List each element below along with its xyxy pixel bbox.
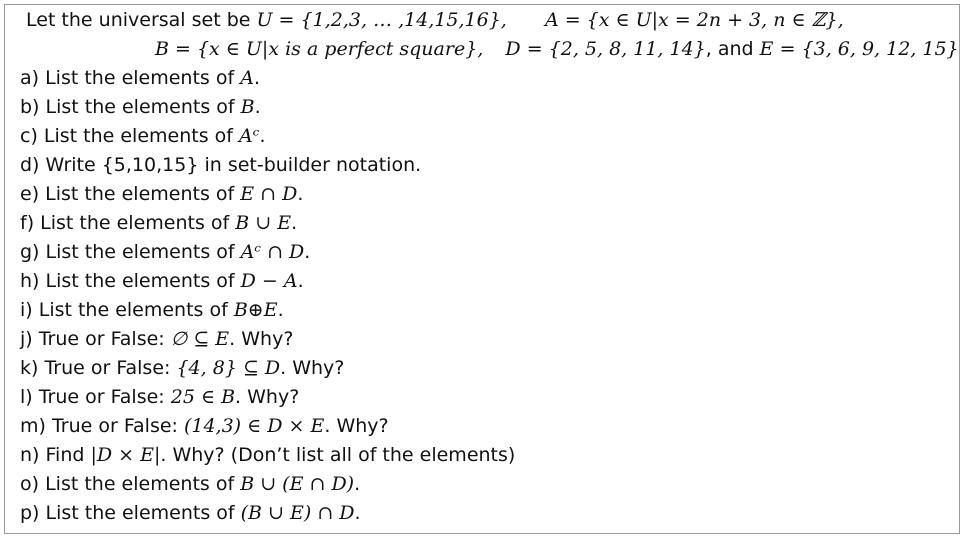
question-e-suffix: . xyxy=(297,183,304,205)
question-p-label: p) List the elements of xyxy=(20,502,241,524)
question-j-math: ∅ ⊆ E xyxy=(170,328,230,350)
question-k-label: k) True or False: xyxy=(20,357,177,379)
set-d-definition: D = {2, 5, 8, 11, 14} xyxy=(505,38,706,60)
question-c-suffix: . xyxy=(259,125,266,147)
question-a-math: A xyxy=(240,67,254,89)
set-a-definition: A = {x ∈ U|x = 2n + 3, n ∈ ℤ}, xyxy=(544,9,844,31)
question-i-suffix: . xyxy=(277,299,284,321)
question-o xyxy=(20,472,360,496)
question-o-suffix: . xyxy=(354,473,361,495)
question-e-math: E ∩ D xyxy=(240,183,298,205)
question-n-label: n) Find xyxy=(20,444,91,466)
question-h-suffix: . xyxy=(297,270,304,292)
question-p-suffix: . xyxy=(354,502,361,524)
question-g-suffix: . xyxy=(304,241,311,263)
question-p-math: (B ∪ E) ∩ D xyxy=(240,502,355,524)
question-f-math: B ∪ E xyxy=(235,212,292,234)
question-g-math: Aᶜ ∩ D xyxy=(240,241,305,263)
question-m-suffix: . Why? xyxy=(324,415,389,437)
question-d xyxy=(20,153,421,177)
question-g xyxy=(20,240,310,264)
question-p xyxy=(20,501,361,525)
question-b-label: b) List the elements of xyxy=(20,96,241,118)
question-e-label: e) List the elements of xyxy=(20,183,241,205)
question-h xyxy=(20,269,304,293)
question-a xyxy=(20,66,260,90)
question-m xyxy=(20,414,389,438)
and-connector: , and xyxy=(705,38,760,60)
question-o-math: B ∪ (E ∩ D) xyxy=(240,473,355,495)
question-b-math: B xyxy=(240,96,255,118)
question-c xyxy=(20,124,265,148)
question-e xyxy=(20,182,303,206)
question-k xyxy=(20,356,344,380)
header-line-2 xyxy=(155,37,959,61)
question-l-label: l) True or False: xyxy=(20,386,171,408)
question-o-label: o) List the elements of xyxy=(20,473,241,495)
question-l-math: 25 ∈ B xyxy=(170,386,236,408)
set-e-definition: E = {3, 6, 9, 12, 15} xyxy=(759,38,959,60)
universal-set-definition: U = {1,2,3, … ,14,15,16}, xyxy=(256,9,507,31)
question-l xyxy=(20,385,299,409)
question-h-label: h) List the elements of xyxy=(20,270,241,292)
header-line-1 xyxy=(26,8,844,32)
question-j xyxy=(20,327,293,351)
question-l-suffix: . Why? xyxy=(235,386,300,408)
question-f-suffix: . xyxy=(291,212,298,234)
question-g-label: g) List the elements of xyxy=(20,241,241,263)
question-f xyxy=(20,211,297,235)
question-d-label: d) Write {5,10,15} in set-builder notation. xyxy=(20,154,422,176)
question-n-suffix: . Why? (Don’t list all of the elements) xyxy=(160,444,516,466)
question-i-math: B⊕E xyxy=(233,299,278,321)
set-b-definition: B = {x ∈ U|x is a perfect square}, xyxy=(155,38,484,60)
universal-set-prefix: Let the universal set be xyxy=(26,9,257,31)
question-a-suffix: . xyxy=(253,67,260,89)
question-a-label: a) List the elements of xyxy=(20,67,241,89)
question-j-suffix: . Why? xyxy=(229,328,294,350)
question-m-math: (14,3) ∈ D × E xyxy=(183,415,325,437)
question-b-suffix: . xyxy=(254,96,261,118)
question-c-math: Aᶜ xyxy=(239,125,260,147)
question-h-math: D − A xyxy=(240,270,298,292)
question-n-math: |D × E| xyxy=(90,444,161,466)
question-f-label: f) List the elements of xyxy=(20,212,236,234)
question-m-label: m) True or False: xyxy=(20,415,184,437)
question-k-suffix: . Why? xyxy=(280,357,345,379)
question-k-math: {4, 8} ⊆ D xyxy=(176,357,281,379)
question-i xyxy=(20,298,284,322)
question-j-label: j) True or False: xyxy=(20,328,171,350)
question-n xyxy=(20,443,515,467)
question-b xyxy=(20,95,261,119)
question-i-label: i) List the elements of xyxy=(20,299,234,321)
question-c-label: c) List the elements of xyxy=(20,125,240,147)
